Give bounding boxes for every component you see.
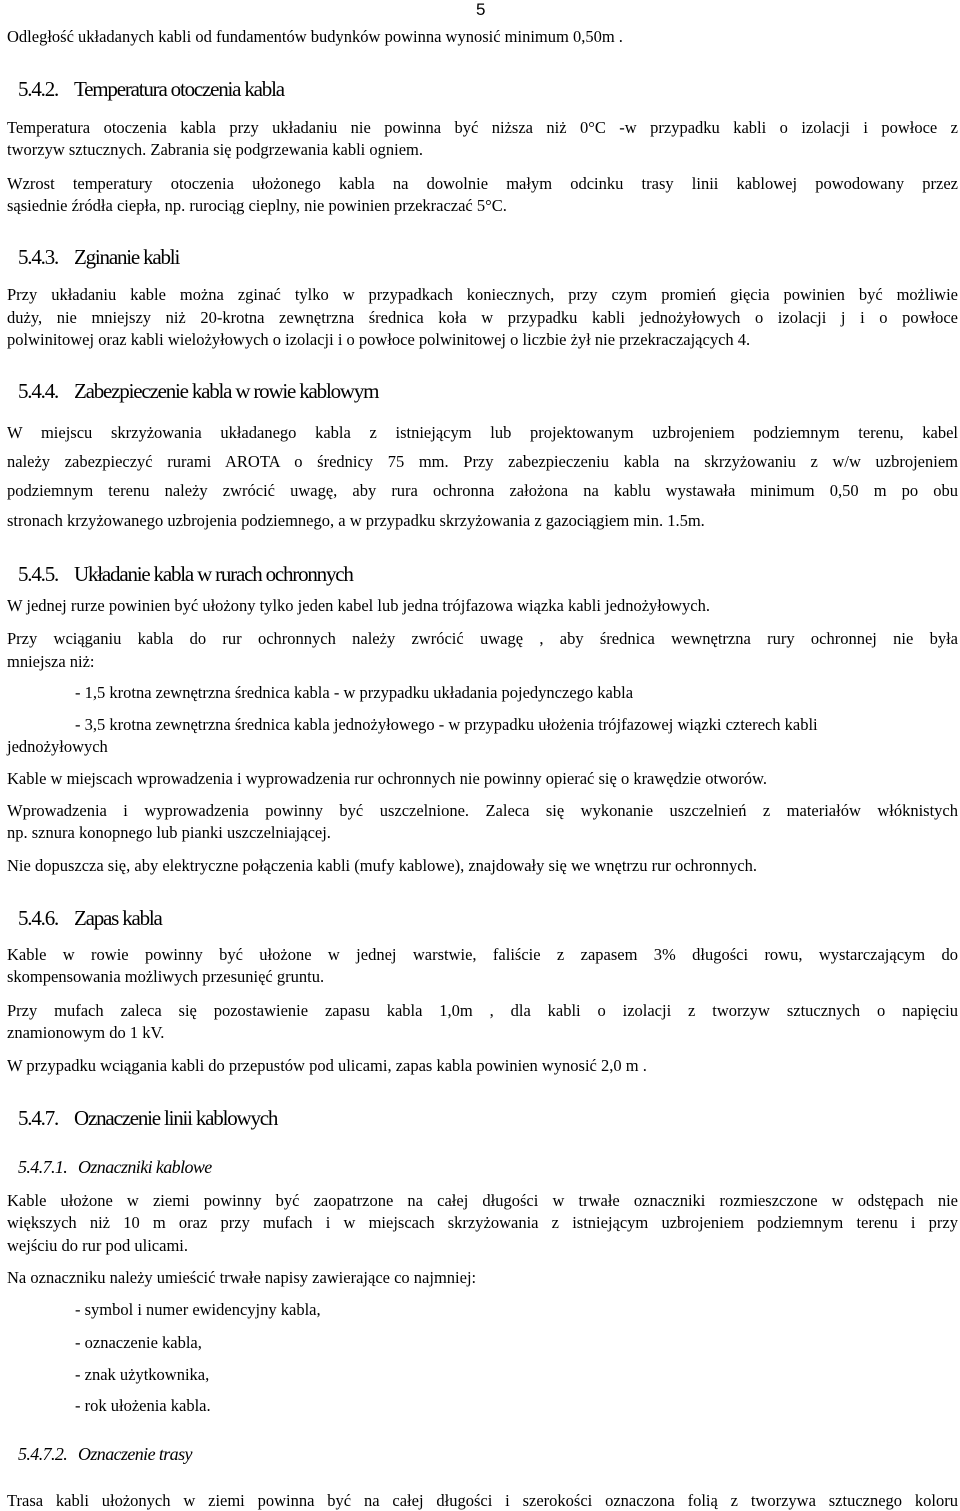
subsection-number: 5.4.7.1. [18, 1157, 68, 1177]
list-item: - oznaczenie kabla, [75, 1333, 202, 1352]
text-line: duży, nie mniejszy niż 20-krotna zewnętrzna średnica koła w przypadku kabli jednożyłowych o izolacji j i o powłoce [7, 308, 958, 327]
text-line: podziemnym terenu należy zwrócić uwagę, aby rura ochronna założona na kablu wystawała minimum 0,50 m po obu [7, 481, 958, 500]
section-heading-5-4-4 [18, 379, 378, 404]
page-number: 5 [476, 0, 486, 19]
section-title: Układanie kabla w rurach ochronnych [74, 562, 353, 586]
text-line: sąsiednie źródła ciepła, np. rurociąg cieplny, nie powinien przekraczać 5°C. [7, 196, 507, 215]
text-line: Przy wciąganiu kabla do rur ochronnych należy zwrócić uwagę , aby średnica wewnętrzna rury ochronnej nie była [7, 629, 958, 648]
section-title: Zabezpieczenie kabla w rowie kablowym [74, 379, 379, 403]
section-number: 5.4.4. [18, 379, 59, 403]
subsection-title: Oznaczniki kablowe [78, 1157, 212, 1177]
text-line: Na oznaczniku należy umieścić trwałe napisy zawierające co najmniej: [7, 1268, 477, 1287]
text-line: mniejsza niż: [7, 652, 95, 671]
text-line: Wzrost temperatury otoczenia ułożonego kabla na dowolnie małym odcinku trasy linii kablowej powodowany przez [7, 174, 958, 193]
text-line: Przy mufach zaleca się pozostawienie zapasu kabla 1,0m , dla kabli o izolacji z tworzyw sztucznych o napięciu [7, 1001, 958, 1020]
section-heading-5-4-5 [18, 562, 353, 587]
section-number: 5.4.6. [18, 906, 59, 930]
section-title: Zginanie kabli [74, 245, 180, 269]
text-line: W przypadku wciągania kabli do przepustów pod ulicami, zapas kabla powinien wynosić 2,0 m . [7, 1056, 647, 1075]
paragraph-foundation-distance: Odległość układanych kabli od fundamentów budynków powinna wynosić minimum 0,50m . [7, 27, 623, 46]
list-item: - 1,5 krotna zewnętrzna średnica kabla - w przypadku układania pojedynczego kabla [75, 683, 634, 702]
text-line: Kable ułożone w ziemi powinny być zaopatrzone na całej długości w trwałe oznaczniki rozmieszczone w odstępach nie [7, 1191, 958, 1210]
text-line: Nie dopuszcza się, aby elektryczne połączenia kabli (mufy kablowe), znajdowały się we wnętrzu rur ochronnych. [7, 856, 757, 875]
text-line: W miejscu skrzyżowania układanego kabla z istniejącym lub projektowanym uzbrojeniem podziemnym terenu, kabel [7, 423, 958, 442]
section-number: 5.4.7. [18, 1106, 59, 1130]
list-item: - symbol i numer ewidencyjny kabla, [75, 1300, 321, 1319]
text-line: Kable w rowie powinny być ułożone w jednej warstwie, faliście z zapasem 3% długości rowu, wystarczającym do [7, 945, 958, 964]
section-heading-5-4-7 [18, 1106, 277, 1131]
list-item-continuation: jednożyłowych [7, 737, 108, 756]
text-line: np. sznura konopnego lub pianki uszczelniającej. [7, 823, 331, 842]
subsection-heading-5-4-7-2 [18, 1444, 192, 1465]
section-number: 5.4.5. [18, 562, 59, 586]
text-line: wejściu do rur pod ulicami. [7, 1236, 189, 1255]
section-heading-5-4-2 [18, 77, 284, 102]
text-line: W jednej rurze powinien być ułożony tylko jeden kabel lub jedna trójfazowa wiązka kabli jednożyłowych. [7, 596, 710, 615]
text-line: skompensowania możliwych przesunięć gruntu. [7, 967, 325, 986]
section-number: 5.4.3. [18, 245, 59, 269]
subsection-title: Oznaczenie trasy [78, 1444, 192, 1464]
text-line: tworzyw sztucznych. Zabrania się podgrzewania kabli ogniem. [7, 140, 424, 159]
section-title: Zapas kabla [74, 906, 162, 930]
text-line: należy zabezpieczyć rurami AROTA o średnicy 75 mm. Przy zabezpieczeniu kabla na skrzyżowaniu z w/w uzbrojeniem [7, 452, 958, 471]
text-line: większych niż 10 m oraz przy mufach i w miejscach skrzyżowania z istniejącym uzbrojeniem podziemnym terenu i przy [7, 1213, 958, 1232]
text-line: znamionowym do 1 kV. [7, 1023, 165, 1042]
subsection-number: 5.4.7.2. [18, 1444, 68, 1464]
section-title: Temperatura otoczenia kabla [74, 77, 284, 101]
list-item: - 3,5 krotna zewnętrzna średnica kabla jednożyłowego - w przypadku ułożenia trójfazowej wiązki czterech kabli [75, 715, 818, 734]
text-line: polwinitowej oraz kabli wielożyłowych o izolacji i o powłoce polwinitowej o liczbie żył nie przekraczających 4. [7, 330, 751, 349]
text-line: Przy układaniu kable można zginać tylko w przypadkach koniecznych, przy czym promień gięcia powinien być możliwie [7, 285, 958, 304]
section-heading-5-4-3 [18, 245, 179, 270]
text-line: stronach krzyżowanego uzbrojenia podziemnego, a w przypadku skrzyżowania z gazociągiem min. 1.5m. [7, 511, 705, 530]
text-line: Trasa kabli ułożonych w ziemi powinna być na całej długości i szerokości oznaczona folią z tworzywa sztucznego koloru [7, 1491, 958, 1510]
text-line: Temperatura otoczenia kabla przy układaniu nie powinna być niższa niż 0°C -w przypadku kabli o izolacji i powłoce z [7, 118, 958, 137]
list-item: - rok ułożenia kabla. [75, 1396, 211, 1415]
text-line: Kable w miejscach wprowadzenia i wyprowadzenia rur ochronnych nie powinny opierać się o krawędzie otworów. [7, 769, 767, 788]
text-line: Wprowadzenia i wyprowadzenia powinny być uszczelnione. Zaleca się wykonanie uszczelnień z materiałów włóknistych [7, 801, 958, 820]
section-title: Oznaczenie linii kablowych [74, 1106, 278, 1130]
subsection-heading-5-4-7-1 [18, 1157, 212, 1178]
section-number: 5.4.2. [18, 77, 59, 101]
list-item: - znak użytkownika, [75, 1365, 210, 1384]
section-heading-5-4-6 [18, 906, 162, 931]
